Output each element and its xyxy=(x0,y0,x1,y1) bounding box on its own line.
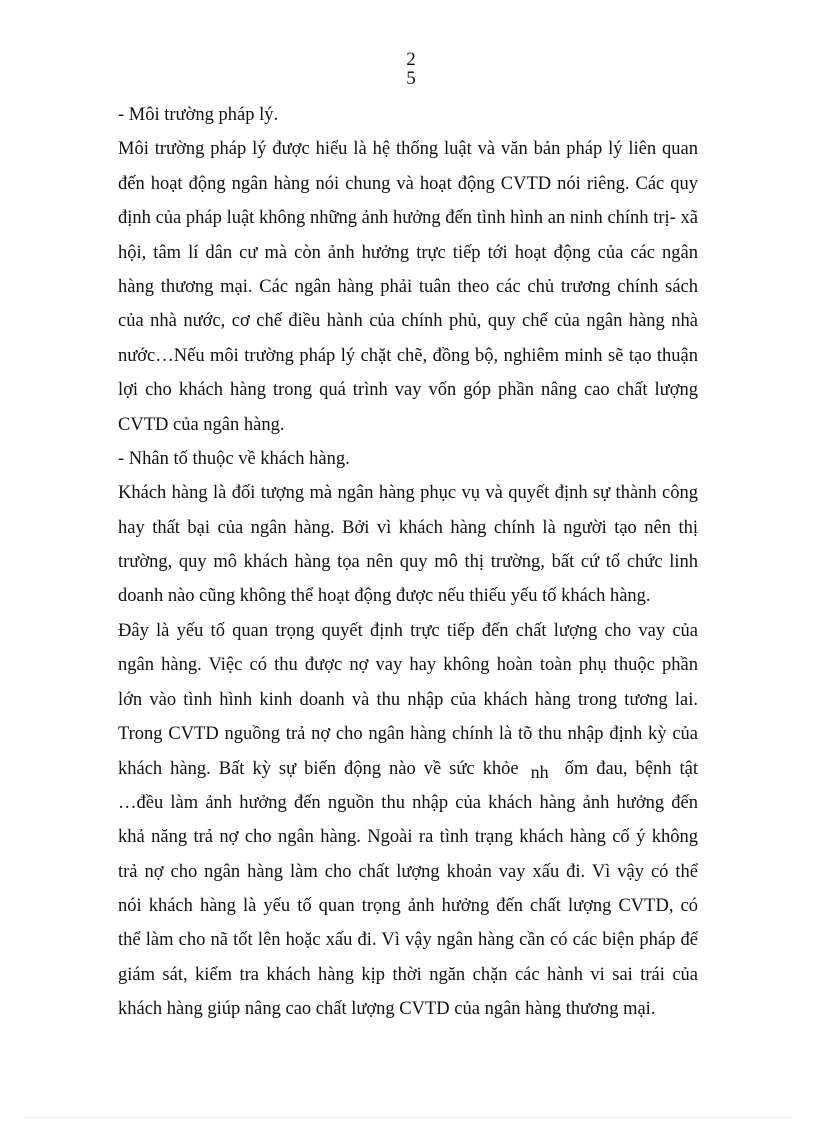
paragraph-line: lợi cho khách hàng trong quá trình vay vốn góp phần nâng cao chất lượng xyxy=(118,380,698,401)
paragraph-line: của nhà nước, cơ chế điều hành của chính phủ, quy chế của ngân hàng nhà xyxy=(118,311,698,332)
paragraph-line: đến hoạt động ngân hàng nói chung và hoạt động CVTD nói riêng. Các quy xyxy=(118,173,698,194)
body-text xyxy=(118,98,698,1027)
paragraph-line: Trong CVTD nguồng trả nợ cho ngân hàng chính là tõ thu nhập định kỳ của xyxy=(118,724,698,745)
section-heading-legal-environment: - Môi trường pháp lý. xyxy=(118,105,279,125)
paragraph-line: khách hàng giúp nâng cao chất lượng CVTD của ngân hàng thương mại. xyxy=(118,999,656,1020)
paragraph-line: ngân hàng. Việc có thu được nợ vay hay không hoàn toàn phụ thuộc phần xyxy=(118,655,698,676)
paragraph-line: …đều làm ảnh hưởng đến nguồn thu nhập của khách hàng ảnh hưởng đến xyxy=(118,792,698,813)
line-text-before-inline: khách hàng. Bất kỳ sự biến động nào về sức khỏe xyxy=(118,759,519,780)
page-footer-divider xyxy=(22,1117,794,1118)
paragraph-line: hội, tâm lí dân cư mà còn ảnh hưởng trực tiếp tới hoạt động của các ngân xyxy=(118,242,698,263)
page-number-line-1: 2 xyxy=(406,49,416,70)
paragraph-line: Đây là yếu tố quan trọng quyết định trực tiếp đến chất lượng cho vay của xyxy=(118,620,698,641)
paragraph-line: giám sát, kiểm tra khách hàng kịp thời ngăn chặn các hành vi sai trái của xyxy=(118,964,698,985)
paragraph-line-mixed xyxy=(118,751,698,785)
page-number-line-2: 5 xyxy=(406,68,416,89)
paragraph-line: nói khách hàng là yếu tố quan trọng ảnh hưởng đến chất lượng CVTD, có xyxy=(118,895,698,916)
paragraph-line: khả năng trả nợ cho ngân hàng. Ngoài ra tình trạng khách hàng cố ý không xyxy=(118,827,698,848)
paragraph-line: thể làm cho nã tốt lên hoặc xấu đi. Vì vậy ngân hàng cần có các biện pháp để xyxy=(118,930,698,951)
inline-subscript-fragment: nh xyxy=(530,762,549,783)
paragraph-line: định của pháp luật không những ảnh hưởng đến tình hình an ninh chính trị- xã xyxy=(118,208,698,229)
paragraph-line: trả nợ cho ngân hàng làm cho chất lượng khoản vay xấu đi. Vì vậy có thể xyxy=(118,861,698,882)
paragraph-line: hàng thương mại. Các ngân hàng phải tuân theo các chủ trương chính sách xyxy=(118,276,698,297)
line-text-after-inline: ốm đau, bệnh tật xyxy=(564,759,698,780)
paragraph-line: CVTD của ngân hàng. xyxy=(118,414,285,435)
paragraph-line: doanh nào cũng không thể hoạt động được nếu thiếu yếu tố khách hàng. xyxy=(118,586,651,607)
paragraph-line: lớn vào tình hình kinh doanh và thu nhập của khách hàng trong tương lai. xyxy=(118,689,698,710)
paragraph-line: nước…Nếu môi trường pháp lý chặt chẽ, đồng bộ, nghiêm minh sẽ tạo thuận xyxy=(118,345,698,366)
paragraph-line: Môi trường pháp lý được hiểu là hệ thống luật và văn bản pháp lý liên quan xyxy=(118,139,698,160)
section-heading-customer-factor: - Nhân tố thuộc về khách hàng. xyxy=(118,448,350,469)
page-number xyxy=(396,50,426,88)
paragraph-line: Khách hàng là đối tượng mà ngân hàng phục vụ và quyết định sự thành công xyxy=(118,483,698,504)
paragraph-line: hay thất bại của ngân hàng. Bởi vì khách hàng chính là người tạo nên thị xyxy=(118,517,698,538)
paragraph-line: trường, quy mô khách hàng tọa nên quy mô thị trường, bất cứ tổ chức linh xyxy=(118,552,698,573)
